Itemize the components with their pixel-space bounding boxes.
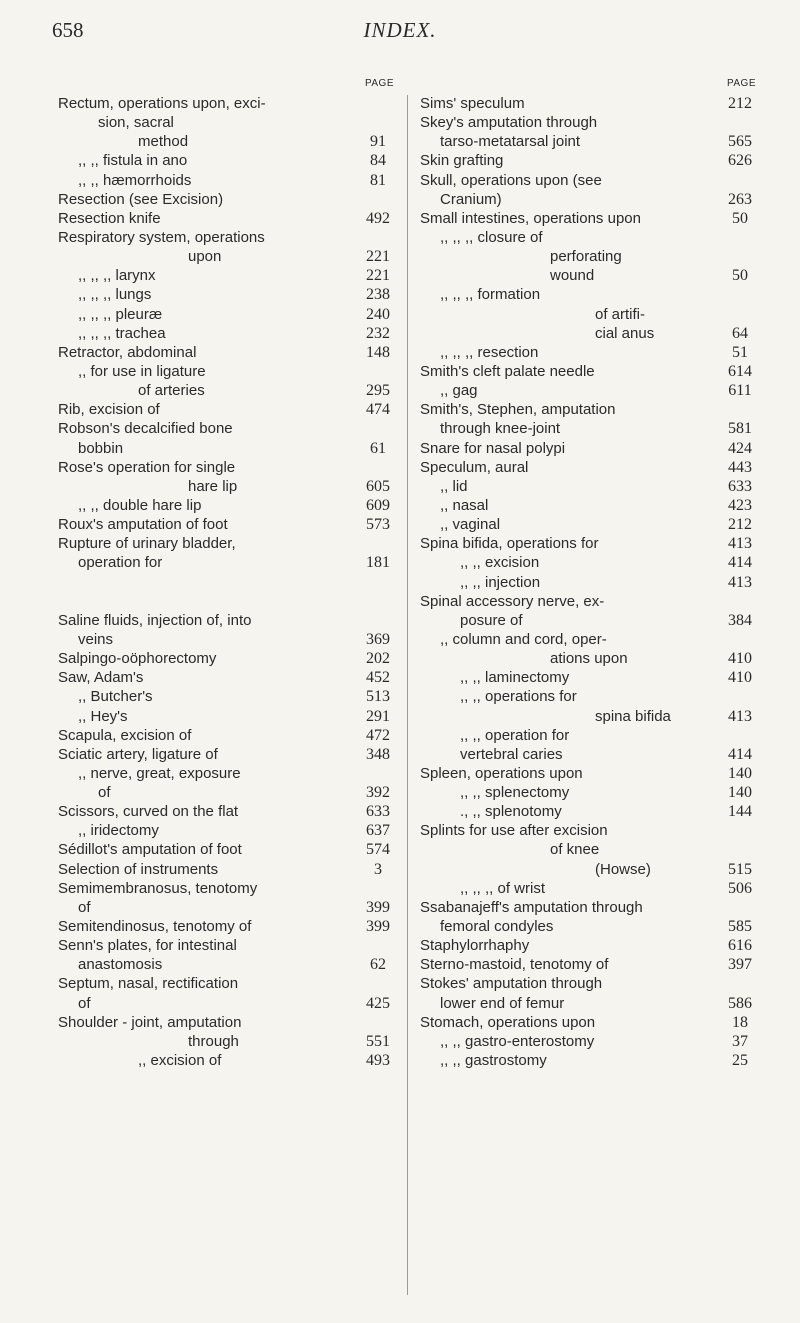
index-entry-line xyxy=(420,247,760,266)
index-column-right xyxy=(420,78,760,1070)
entry-page-number: 633 xyxy=(366,803,390,821)
index-entry-line xyxy=(420,151,760,170)
index-entry-line xyxy=(420,745,760,764)
entry-page-number: 637 xyxy=(366,822,390,840)
index-entry-line xyxy=(58,190,398,209)
entry-page-number: 25 xyxy=(732,1052,748,1070)
index-entry-line xyxy=(58,860,398,879)
entry-page-number: 238 xyxy=(366,286,390,304)
entry-text: Speculum, aural xyxy=(420,458,529,476)
entry-text: Scissors, curved on the flat xyxy=(58,803,239,821)
index-entry-line xyxy=(58,94,398,113)
entry-text: ,, ,, gastro-enterostomy xyxy=(440,1032,595,1050)
index-entry-line xyxy=(420,515,760,534)
entry-text: Rectum, operations upon, exci- xyxy=(58,95,266,112)
index-entry-line xyxy=(58,955,398,974)
index-entry-line xyxy=(58,247,398,266)
index-entry-line xyxy=(58,400,398,419)
index-entry-line xyxy=(420,477,760,496)
entry-text: Smith's, Stephen, amputation xyxy=(420,401,616,419)
index-entry-line xyxy=(420,994,760,1013)
index-entries xyxy=(420,94,760,1070)
index-entry-line xyxy=(420,917,760,936)
index-entry-line xyxy=(58,764,398,783)
entry-text: Sciatic artery, ligature of xyxy=(58,745,218,763)
entry-page-number: 84 xyxy=(370,152,386,170)
entry-text: vertebral caries xyxy=(460,745,563,763)
index-entry-line xyxy=(58,1032,398,1051)
entry-page-number: 492 xyxy=(366,209,390,227)
index-entry-line xyxy=(420,592,760,611)
entry-text: hare lip xyxy=(188,477,238,495)
index-entry-line xyxy=(420,802,760,821)
index-column-left xyxy=(58,78,398,1070)
index-entry-line xyxy=(58,151,398,170)
entry-page-number: 81 xyxy=(370,171,386,189)
entry-page-number: 515 xyxy=(728,860,752,878)
entry-page-number: 506 xyxy=(728,879,752,897)
index-entry-line xyxy=(420,898,760,917)
entry-text: ., ,, splenotomy xyxy=(460,803,562,821)
entry-page-number: 425 xyxy=(366,994,390,1012)
entry-text: Senn's plates, for intestinal xyxy=(58,937,237,955)
index-entry-line xyxy=(420,496,760,515)
entry-text: Sédillot's amputation of foot xyxy=(58,841,242,859)
entry-text: ,, ,, operation for xyxy=(460,726,570,744)
entry-text: Small intestines, operations upon xyxy=(420,209,641,227)
index-entry-line xyxy=(58,343,398,362)
entry-page-number: 202 xyxy=(366,650,390,668)
entry-page-number: 62 xyxy=(370,956,386,974)
entry-page-number: 414 xyxy=(728,554,752,572)
index-entry-line xyxy=(420,974,760,993)
entry-text: (Howse) xyxy=(595,860,651,878)
entry-text: Retractor, abdominal xyxy=(58,343,197,361)
index-entry-line xyxy=(58,783,398,802)
index-entries xyxy=(58,94,398,1070)
entry-text: ,, ,, ,, of wrist xyxy=(460,879,546,897)
entry-page-number: 148 xyxy=(366,343,390,361)
entry-text: ,, ,, gastrostomy xyxy=(440,1052,547,1070)
entry-page-number: 61 xyxy=(370,439,386,457)
entry-text: Selection of instruments xyxy=(58,860,219,878)
entry-page-number: 369 xyxy=(366,630,390,648)
entry-text: Robson's decalcified bone xyxy=(58,420,233,438)
index-entry-line xyxy=(58,1051,398,1070)
entry-page-number: 140 xyxy=(728,784,752,802)
index-entry-line xyxy=(58,285,398,304)
entry-text: of xyxy=(78,898,91,916)
entry-text: ,, gag xyxy=(440,382,478,400)
entry-page-number: 472 xyxy=(366,726,390,744)
entry-text: ,, ,, operations for xyxy=(460,688,577,706)
entry-text: ,, ,, ,, pleuræ xyxy=(78,305,163,323)
entry-text: ,, excision of xyxy=(138,1052,222,1070)
entry-page-number: 410 xyxy=(728,650,752,668)
entry-text: Spina bifida, operations for xyxy=(420,535,599,553)
index-entry-line xyxy=(58,381,398,400)
index-entry-line xyxy=(420,1051,760,1070)
index-entry-line xyxy=(420,209,760,228)
entry-page-number: 3 xyxy=(374,860,382,878)
entry-text: of xyxy=(78,994,91,1012)
entry-text: ,, ,, injection xyxy=(460,573,541,591)
index-entry-line xyxy=(420,707,760,726)
entry-text: ations upon xyxy=(550,650,628,668)
entry-text: ,, ,, excision xyxy=(460,554,540,572)
index-entry-line xyxy=(420,228,760,247)
entry-text: ,, ,, laminectomy xyxy=(460,669,570,687)
entry-text: of artifi- xyxy=(595,305,646,323)
entry-text: through knee-joint xyxy=(440,420,561,438)
entry-text: Resection knife xyxy=(58,209,161,227)
index-entry-line xyxy=(58,419,398,438)
index-entry-line xyxy=(420,305,760,324)
entry-text: Snare for nasal polypi xyxy=(420,439,566,457)
entry-text: Skin grafting xyxy=(420,152,504,170)
entry-page-number: 609 xyxy=(366,496,390,514)
entry-page-number: 611 xyxy=(728,382,752,400)
entry-text: Smith's cleft palate needle xyxy=(420,362,595,380)
entry-page-number: 384 xyxy=(728,611,752,629)
entry-text: Rose's operation for single xyxy=(58,458,236,476)
entry-text: Roux's amputation of foot xyxy=(58,516,228,534)
page-column-heading: PAGE xyxy=(726,78,756,89)
index-entry-line xyxy=(58,840,398,859)
index-entry-line xyxy=(420,553,760,572)
index-entry-line xyxy=(58,974,398,993)
index-entry-line xyxy=(58,362,398,381)
entry-page-number: 633 xyxy=(728,477,752,495)
entry-text: ,, ,, double hare lip xyxy=(78,496,202,514)
entry-text: ,, ,, ,, resection xyxy=(440,343,539,361)
entry-text: ,, ,, ,, formation xyxy=(440,286,541,304)
entry-text: veins xyxy=(78,630,114,648)
entry-page-number: 413 xyxy=(728,535,752,553)
index-entry-line xyxy=(58,228,398,247)
index-entry-line xyxy=(420,381,760,400)
index-entry-line xyxy=(58,726,398,745)
index-entry-line xyxy=(420,1013,760,1032)
entry-text: ,, vaginal xyxy=(440,516,501,534)
entry-page-number: 212 xyxy=(728,516,752,534)
entry-text: Cranium) xyxy=(440,190,502,208)
index-entry-line xyxy=(58,630,398,649)
index-entry-line xyxy=(420,1032,760,1051)
entry-page-number: 221 xyxy=(366,267,390,285)
index-entry-line xyxy=(420,879,760,898)
entry-text: Shoulder - joint, amputation xyxy=(58,1013,242,1031)
index-entry-line xyxy=(58,439,398,458)
entry-text: of arteries xyxy=(138,382,205,400)
entry-text: Skull, operations upon (see xyxy=(420,171,602,189)
entry-page-number: 626 xyxy=(728,152,752,170)
index-entry-line xyxy=(58,592,398,611)
entry-page-number: 50 xyxy=(732,267,748,285)
index-entry-line xyxy=(420,630,760,649)
index-entry-line xyxy=(58,324,398,343)
entry-text: cial anus xyxy=(595,324,655,342)
entry-page-number: 605 xyxy=(366,477,390,495)
entry-text: posure of xyxy=(460,611,523,629)
index-entry-line xyxy=(58,994,398,1013)
entry-page-number: 240 xyxy=(366,305,390,323)
entry-page-number: 493 xyxy=(366,1052,390,1070)
entry-page-number: 586 xyxy=(728,994,752,1012)
index-entry-line xyxy=(58,534,398,553)
entry-text: Rib, excision of xyxy=(58,401,160,419)
entry-page-number: 291 xyxy=(366,707,390,725)
index-entry-line xyxy=(58,305,398,324)
page-column-heading: PAGE xyxy=(364,78,394,89)
entry-text: Sterno-mastoid, tenotomy of xyxy=(420,956,609,974)
index-entry-line xyxy=(58,458,398,477)
index-entry-line xyxy=(420,324,760,343)
index-entry-line xyxy=(58,611,398,630)
entry-text: ,, ,, hæmorrhoids xyxy=(78,171,192,189)
entry-text: ,, ,, ,, closure of xyxy=(440,228,543,246)
entry-page-number: 565 xyxy=(728,133,752,151)
index-entry-line xyxy=(58,113,398,132)
entry-page-number: 392 xyxy=(366,784,390,802)
running-title: INDEX. xyxy=(363,18,437,42)
index-entry-line xyxy=(58,821,398,840)
entry-text: ,, ,, fistula in ano xyxy=(78,152,188,170)
entry-page-number: 399 xyxy=(366,918,390,936)
entry-text: Spleen, operations upon xyxy=(420,764,583,782)
index-entry-line xyxy=(420,266,760,285)
entry-text: ,, lid xyxy=(440,477,468,495)
entry-text: Semitendinosus, tenotomy of xyxy=(58,918,252,936)
index-entry-line xyxy=(58,496,398,515)
entry-text: upon xyxy=(188,248,222,266)
index-entry-line xyxy=(58,132,398,151)
index-entry-line xyxy=(58,936,398,955)
entry-text: Resection (see Excision) xyxy=(58,190,224,208)
entry-text: Skey's amputation through xyxy=(420,114,598,132)
page-header xyxy=(0,18,800,48)
index-entry-line xyxy=(58,553,398,572)
entry-page-number: 424 xyxy=(728,439,752,457)
entry-text: wound xyxy=(550,267,595,285)
index-entry-line xyxy=(420,687,760,706)
index-entry-line xyxy=(58,917,398,936)
entry-text: Staphylorrhaphy xyxy=(420,937,530,955)
entry-page-number: 573 xyxy=(366,516,390,534)
entry-page-number: 581 xyxy=(728,420,752,438)
entry-text: sion, sacral xyxy=(98,114,174,132)
entry-text: Respiratory system, operations xyxy=(58,228,265,246)
entry-text: ,, column and cord, oper- xyxy=(440,630,607,648)
index-entry-line xyxy=(420,534,760,553)
entry-text: ,, Hey's xyxy=(78,707,128,725)
entry-page-number: 348 xyxy=(366,745,390,763)
entry-page-number: 263 xyxy=(728,190,752,208)
entry-page-number: 140 xyxy=(728,764,752,782)
entry-page-number: 212 xyxy=(728,95,752,112)
index-entry-line xyxy=(420,764,760,783)
index-entry-line xyxy=(420,113,760,132)
index-entry-line xyxy=(58,209,398,228)
entry-text: ,, ,, ,, larynx xyxy=(78,267,156,285)
index-entry-line xyxy=(420,132,760,151)
entry-text: Stokes' amputation through xyxy=(420,975,603,993)
index-entry-line xyxy=(420,400,760,419)
entry-text: Salpingo-oöphorectomy xyxy=(58,650,217,668)
entry-text: ,, Butcher's xyxy=(78,688,153,706)
index-entry-line xyxy=(58,687,398,706)
index-entry-line xyxy=(58,745,398,764)
index-entry-line xyxy=(420,419,760,438)
page-number: 658 xyxy=(52,18,84,42)
index-entry-line xyxy=(420,190,760,209)
entry-text: Sims' speculum xyxy=(420,95,525,112)
index-entry-line xyxy=(420,171,760,190)
entry-text: spina bifida xyxy=(595,707,671,725)
index-entry-line xyxy=(58,802,398,821)
entry-text: Saw, Adam's xyxy=(58,669,144,687)
entry-text: ,, iridectomy xyxy=(78,822,159,840)
entry-text: Ssabanajeff's amputation through xyxy=(420,898,643,916)
entry-page-number: 616 xyxy=(728,937,752,955)
index-entry-line xyxy=(420,362,760,381)
entry-page-number: 413 xyxy=(728,707,752,725)
index-entry-line xyxy=(420,285,760,304)
entry-text: operation for xyxy=(78,554,163,572)
entry-text: ,, nasal xyxy=(440,496,489,514)
entry-page-number: 397 xyxy=(728,956,752,974)
entry-text: ,, ,, ,, trachea xyxy=(78,324,166,342)
index-entry-line xyxy=(420,936,760,955)
entry-page-number: 399 xyxy=(366,898,390,916)
index-entry-line xyxy=(420,649,760,668)
entry-page-number: 37 xyxy=(732,1032,748,1050)
index-entry-line xyxy=(58,649,398,668)
index-entry-line xyxy=(58,707,398,726)
entry-page-number: 64 xyxy=(732,324,748,342)
index-entry-line xyxy=(58,879,398,898)
entry-text: ,, for use in ligature xyxy=(78,362,206,380)
index-entry-line xyxy=(420,668,760,687)
entry-text: Saline fluids, injection of, into xyxy=(58,611,252,629)
entry-page-number: 513 xyxy=(366,688,390,706)
column-divider xyxy=(407,95,408,1295)
entry-text: of knee xyxy=(550,841,600,859)
entry-text: through xyxy=(188,1032,239,1050)
index-entry-line xyxy=(58,171,398,190)
entry-page-number: 144 xyxy=(728,803,752,821)
entry-page-number: 295 xyxy=(366,382,390,400)
entry-page-number: 410 xyxy=(728,669,752,687)
entry-page-number: 452 xyxy=(366,669,390,687)
entry-text: of xyxy=(98,784,111,802)
index-entry-line xyxy=(420,860,760,879)
index-entry-line xyxy=(58,573,398,592)
index-entry-line xyxy=(420,821,760,840)
entry-text: anastomosis xyxy=(78,956,163,974)
index-entry-line xyxy=(58,515,398,534)
index-entry-line xyxy=(58,1013,398,1032)
index-entry-line xyxy=(58,668,398,687)
index-entry-line xyxy=(58,266,398,285)
index-entry-line xyxy=(420,94,760,113)
index-entry-line xyxy=(420,611,760,630)
index-entry-line xyxy=(420,343,760,362)
entry-text: Splints for use after excision xyxy=(420,822,608,840)
entry-text: Spinal accessory nerve, ex- xyxy=(420,592,605,610)
entry-page-number: 443 xyxy=(728,458,752,476)
entry-text: bobbin xyxy=(78,439,124,457)
index-entry-line xyxy=(420,840,760,859)
index-entry-line xyxy=(420,955,760,974)
entry-text: ,, ,, splenectomy xyxy=(460,784,570,802)
entry-page-number: 585 xyxy=(728,918,752,936)
entry-text: Rupture of urinary bladder, xyxy=(58,535,236,553)
entry-page-number: 91 xyxy=(370,133,386,151)
entry-page-number: 551 xyxy=(366,1032,390,1050)
entry-page-number: 181 xyxy=(366,554,390,572)
entry-text: ,, nerve, great, exposure xyxy=(78,764,241,782)
entry-text: Stomach, operations upon xyxy=(420,1013,596,1031)
entry-text: perforating xyxy=(550,248,622,266)
entry-text: Scapula, excision of xyxy=(58,726,192,744)
index-entry-line xyxy=(58,477,398,496)
entry-page-number: 18 xyxy=(732,1013,748,1031)
entry-page-number: 423 xyxy=(728,496,752,514)
entry-page-number: 51 xyxy=(732,343,748,361)
index-entry-line xyxy=(420,439,760,458)
index-entry-line xyxy=(420,783,760,802)
entry-text: ,, ,, ,, lungs xyxy=(78,286,152,304)
entry-text: femoral condyles xyxy=(440,918,554,936)
entry-page-number: 50 xyxy=(732,209,748,227)
entry-page-number: 414 xyxy=(728,745,752,763)
entry-page-number: 614 xyxy=(728,362,752,380)
index-entry-line xyxy=(420,726,760,745)
entry-text: Semimembranosus, tenotomy xyxy=(58,879,258,897)
entry-page-number: 413 xyxy=(728,573,752,591)
entry-text: Septum, nasal, rectification xyxy=(58,975,239,993)
entry-page-number: 474 xyxy=(366,401,390,419)
entry-text: method xyxy=(138,133,189,151)
entry-page-number: 574 xyxy=(366,841,390,859)
index-entry-line xyxy=(58,898,398,917)
entry-page-number: 232 xyxy=(366,324,390,342)
entry-page-number: 221 xyxy=(366,248,390,266)
index-entry-line xyxy=(420,458,760,477)
entry-text: tarso-metatarsal joint xyxy=(440,133,581,151)
index-entry-line xyxy=(420,573,760,592)
entry-text: lower end of femur xyxy=(440,994,565,1012)
